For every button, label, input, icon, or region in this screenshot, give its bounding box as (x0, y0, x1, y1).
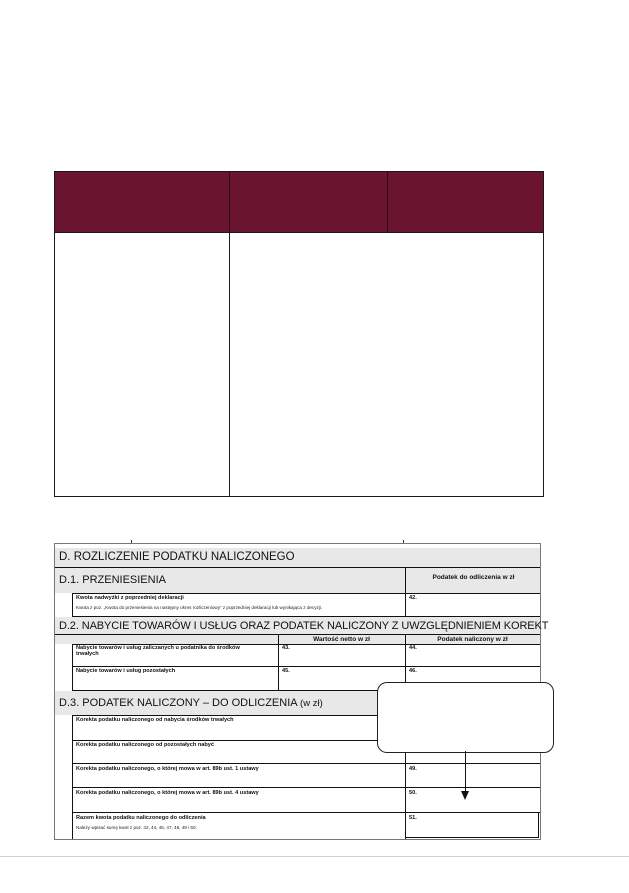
table-header-row (55, 172, 543, 232)
d3-row1-label: Korekta podatku naliczonego od nabycia środków trwałych (76, 717, 234, 723)
field-51: 51. (409, 815, 417, 821)
d1-row-note: Kwota z poz. „Kwota do przeniesienia na następny okres rozliczeniowy” z poprzedniej deklaracji lub wynikająca z decyzji. (76, 605, 323, 610)
d2-col-netto: Wartość netto w zł (313, 636, 370, 643)
section-d3-title-main: D.3. PODATEK NALICZONY – DO ODLICZENIA (59, 697, 297, 709)
d3-row3-label: Korekta podatku naliczonego, o której mowa w art. 89b ust. 1 ustawy (76, 766, 259, 772)
section-d3-title (59, 697, 323, 709)
d3-total-label: Razem kwota podatku naliczonego do odliczenia (76, 815, 206, 821)
section-d1-title: D.1. PRZENIESIENIA (59, 574, 166, 586)
total-field-box[interactable] (405, 812, 539, 838)
field-50[interactable]: 50. (409, 790, 417, 796)
section-d2-header (55, 617, 549, 634)
d1-row-label: Kwota nadwyżki z poprzedniej deklaracji (76, 595, 184, 601)
d2-col-podatek: Podatek naliczony w zł (437, 636, 508, 643)
section-d3-title-unit: (w zł) (300, 698, 323, 709)
d3-row4-label: Korekta podatku naliczonego, o której mowa w art. 89b ust. 4 ustawy (76, 790, 259, 796)
d2-row1-label: Nabycie towarów i usług zaliczanych u podatnika do środków (76, 645, 240, 651)
field-45[interactable]: 45. (282, 668, 290, 674)
callout-arrow (465, 751, 466, 793)
body-divider (229, 232, 230, 496)
field-46[interactable]: 46. (409, 668, 417, 674)
page-bottom-rule (0, 856, 629, 857)
field-44[interactable]: 44. (409, 645, 417, 651)
header-divider (387, 172, 388, 232)
empty-table (54, 171, 544, 497)
d1-column-header: Podatek do odliczenia w zł (432, 574, 515, 581)
section-d2-title: D.2. NABYCIE TOWARÓW I USŁUG ORAZ PODATEK NALICZONY Z UWZGLĘDNIENIEM KOREKT (59, 620, 549, 632)
d2-row1-label-cont: trwałych (76, 651, 99, 657)
section-d-title: D. ROZLICZENIE PODATKU NALICZONEGO (59, 551, 295, 563)
field-49[interactable]: 49. (409, 766, 417, 772)
callout-box (377, 682, 554, 753)
arrow-down-icon (461, 791, 469, 800)
d3-total-note: Należy wpisać sumę kwot z poz. 42, 44, 46, 47, 48, 49 i 50. (76, 825, 197, 830)
field-42[interactable]: 42. (409, 595, 417, 601)
section-d-header (55, 548, 540, 567)
header-bottom-border (55, 232, 543, 233)
field-43[interactable]: 43. (282, 645, 290, 651)
d2-row2-label: Nabycie towarów i usług pozostałych (76, 668, 176, 674)
header-divider (229, 172, 230, 232)
d3-row2-label: Korekta podatku naliczonego od pozostałych nabyć (76, 742, 215, 748)
